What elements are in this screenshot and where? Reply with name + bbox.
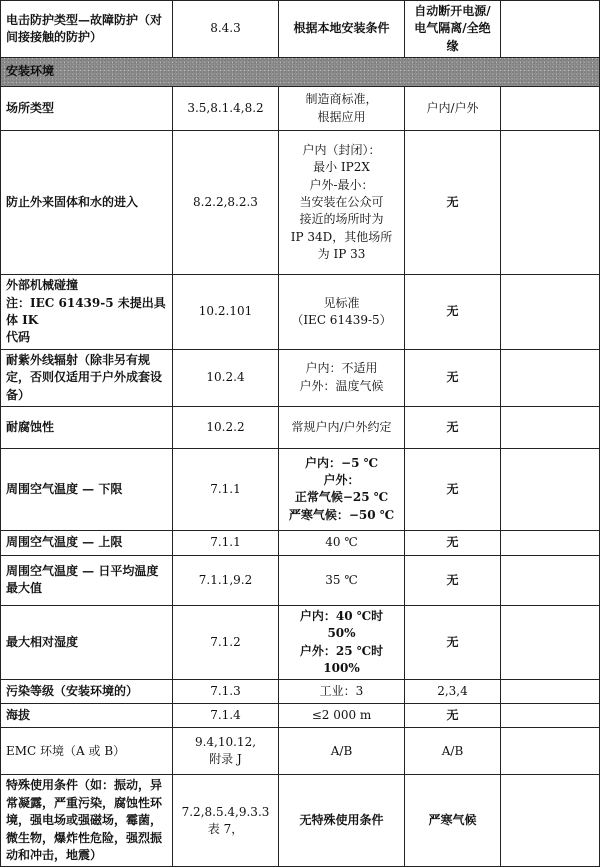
cell-clause: 3.5,8.1.4,8.2 — [173, 87, 279, 131]
cell-manufacturer: 工业：3 — [279, 680, 405, 704]
table-row — [1, 87, 600, 131]
cell-property: 耐腐蚀性 — [1, 406, 173, 448]
cell-clause: 8.4.3 — [173, 1, 279, 58]
cell-clause: 10.2.4 — [173, 349, 279, 406]
table-row — [1, 349, 600, 406]
section-title: 安装环境 — [6, 64, 55, 79]
cell-clause: 7.1.2 — [173, 605, 279, 680]
cell-requirement: 无 — [405, 448, 501, 530]
cell-extra — [501, 680, 600, 704]
table-row — [1, 704, 600, 728]
cell-clause: 7.2,8.5.4,9.3.3 表 7， — [173, 775, 279, 867]
cell-requirement: 无 — [405, 131, 501, 275]
table-row — [1, 728, 600, 775]
section-header-row — [1, 58, 600, 87]
cell-extra — [501, 775, 600, 867]
cell-extra — [501, 448, 600, 530]
table-row — [1, 555, 600, 605]
cell-requirement: 无 — [405, 704, 501, 728]
cell-requirement: 严寒气候 — [405, 775, 501, 867]
cell-requirement: 户内/户外 — [405, 87, 501, 131]
cell-property: 周围空气温度 — 上限 — [1, 530, 173, 555]
table-row — [1, 275, 600, 350]
cell-extra — [501, 87, 600, 131]
cell-clause: 9.4,10.12, 附录 J — [173, 728, 279, 775]
cell-manufacturer: 户内：40 ℃时 50% 户外：25 ℃时 100% — [279, 605, 405, 680]
cell-requirement: 无 — [405, 530, 501, 555]
cell-extra — [501, 275, 600, 350]
cell-clause: 7.1.1,9.2 — [173, 555, 279, 605]
cell-requirement: 无 — [405, 605, 501, 680]
cell-clause: 8.2.2,8.2.3 — [173, 131, 279, 275]
cell-manufacturer: 根据本地安装条件 — [279, 1, 405, 58]
cell-extra — [501, 530, 600, 555]
cell-manufacturer: 户内：−5 ℃ 户外： 正常气候−25 ℃ 严寒气候：−50 ℃ — [279, 448, 405, 530]
cell-property: 周围空气温度 — 日平均温度最大值 — [1, 555, 173, 605]
cell-requirement: 无 — [405, 275, 501, 350]
cell-manufacturer: 35 ℃ — [279, 555, 405, 605]
cell-requirement: 自动断开电源/ 电气隔离/全绝缘 — [405, 1, 501, 58]
cell-requirement: 无 — [405, 555, 501, 605]
cell-extra — [501, 349, 600, 406]
cell-property: 防止外来固体和水的进入 — [1, 131, 173, 275]
cell-manufacturer: 无特殊使用条件 — [279, 775, 405, 867]
cell-extra — [501, 555, 600, 605]
cell-property: EMC 环境（A 或 B） — [1, 728, 173, 775]
cell-clause: 7.1.4 — [173, 704, 279, 728]
cell-manufacturer: 见标准 （IEC 61439-5） — [279, 275, 405, 350]
cell-clause: 7.1.1 — [173, 530, 279, 555]
cell-clause: 7.1.1 — [173, 448, 279, 530]
cell-extra — [501, 605, 600, 680]
table-row — [1, 448, 600, 530]
cell-manufacturer: 户内：不适用 户外：温度气候 — [279, 349, 405, 406]
table-row — [1, 406, 600, 448]
cell-extra — [501, 406, 600, 448]
cell-property: 周围空气温度 — 下限 — [1, 448, 173, 530]
cell-extra — [501, 1, 600, 58]
cell-clause: 10.2.2 — [173, 406, 279, 448]
cell-manufacturer: ≤2 000 m — [279, 704, 405, 728]
cell-property: 海拔 — [1, 704, 173, 728]
cell-property: 耐紫外线辐射（除非另有规定，否则仅适用于户外成套设备） — [1, 349, 173, 406]
table-row — [1, 605, 600, 680]
cell-requirement: 无 — [405, 406, 501, 448]
cell-property: 特殊使用条件（如：振动，异常凝露，严重污染，腐蚀性环境，强电场或强磁场，霉菌，微生物，爆炸性危险，强烈振动和冲击，地震） — [1, 775, 173, 867]
section-header — [1, 58, 600, 87]
cell-property: 外部机械碰撞 注：IEC 61439-5 未提出具体 IK 代码 — [1, 275, 173, 350]
table-row — [1, 775, 600, 867]
cell-property: 最大相对湿度 — [1, 605, 173, 680]
cell-extra — [501, 131, 600, 275]
table-row-protection-type — [1, 1, 600, 58]
table-row — [1, 680, 600, 704]
cell-requirement: 2,3,4 — [405, 680, 501, 704]
cell-clause: 10.2.101 — [173, 275, 279, 350]
cell-manufacturer: 制造商标准， 根据应用 — [279, 87, 405, 131]
cell-clause: 7.1.3 — [173, 680, 279, 704]
table-row — [1, 530, 600, 555]
cell-extra — [501, 728, 600, 775]
cell-manufacturer: A/B — [279, 728, 405, 775]
table-row — [1, 131, 600, 275]
cell-extra — [501, 704, 600, 728]
cell-requirement: 无 — [405, 349, 501, 406]
cell-property: 电击防护类型—故障防护（对间接接触的防护） — [1, 1, 173, 58]
cell-manufacturer: 常规户内/户外约定 — [279, 406, 405, 448]
cell-property: 场所类型 — [1, 87, 173, 131]
cell-requirement: A/B — [405, 728, 501, 775]
cell-manufacturer: 户内（封闭）： 最小 IP2X 户外-最小： 当安装在公众可 接近的场所时为 IP 34D，其他场所 为 IP 33 — [279, 131, 405, 275]
cell-manufacturer: 40 ℃ — [279, 530, 405, 555]
cell-property: 污染等级（安装环境的） — [1, 680, 173, 704]
